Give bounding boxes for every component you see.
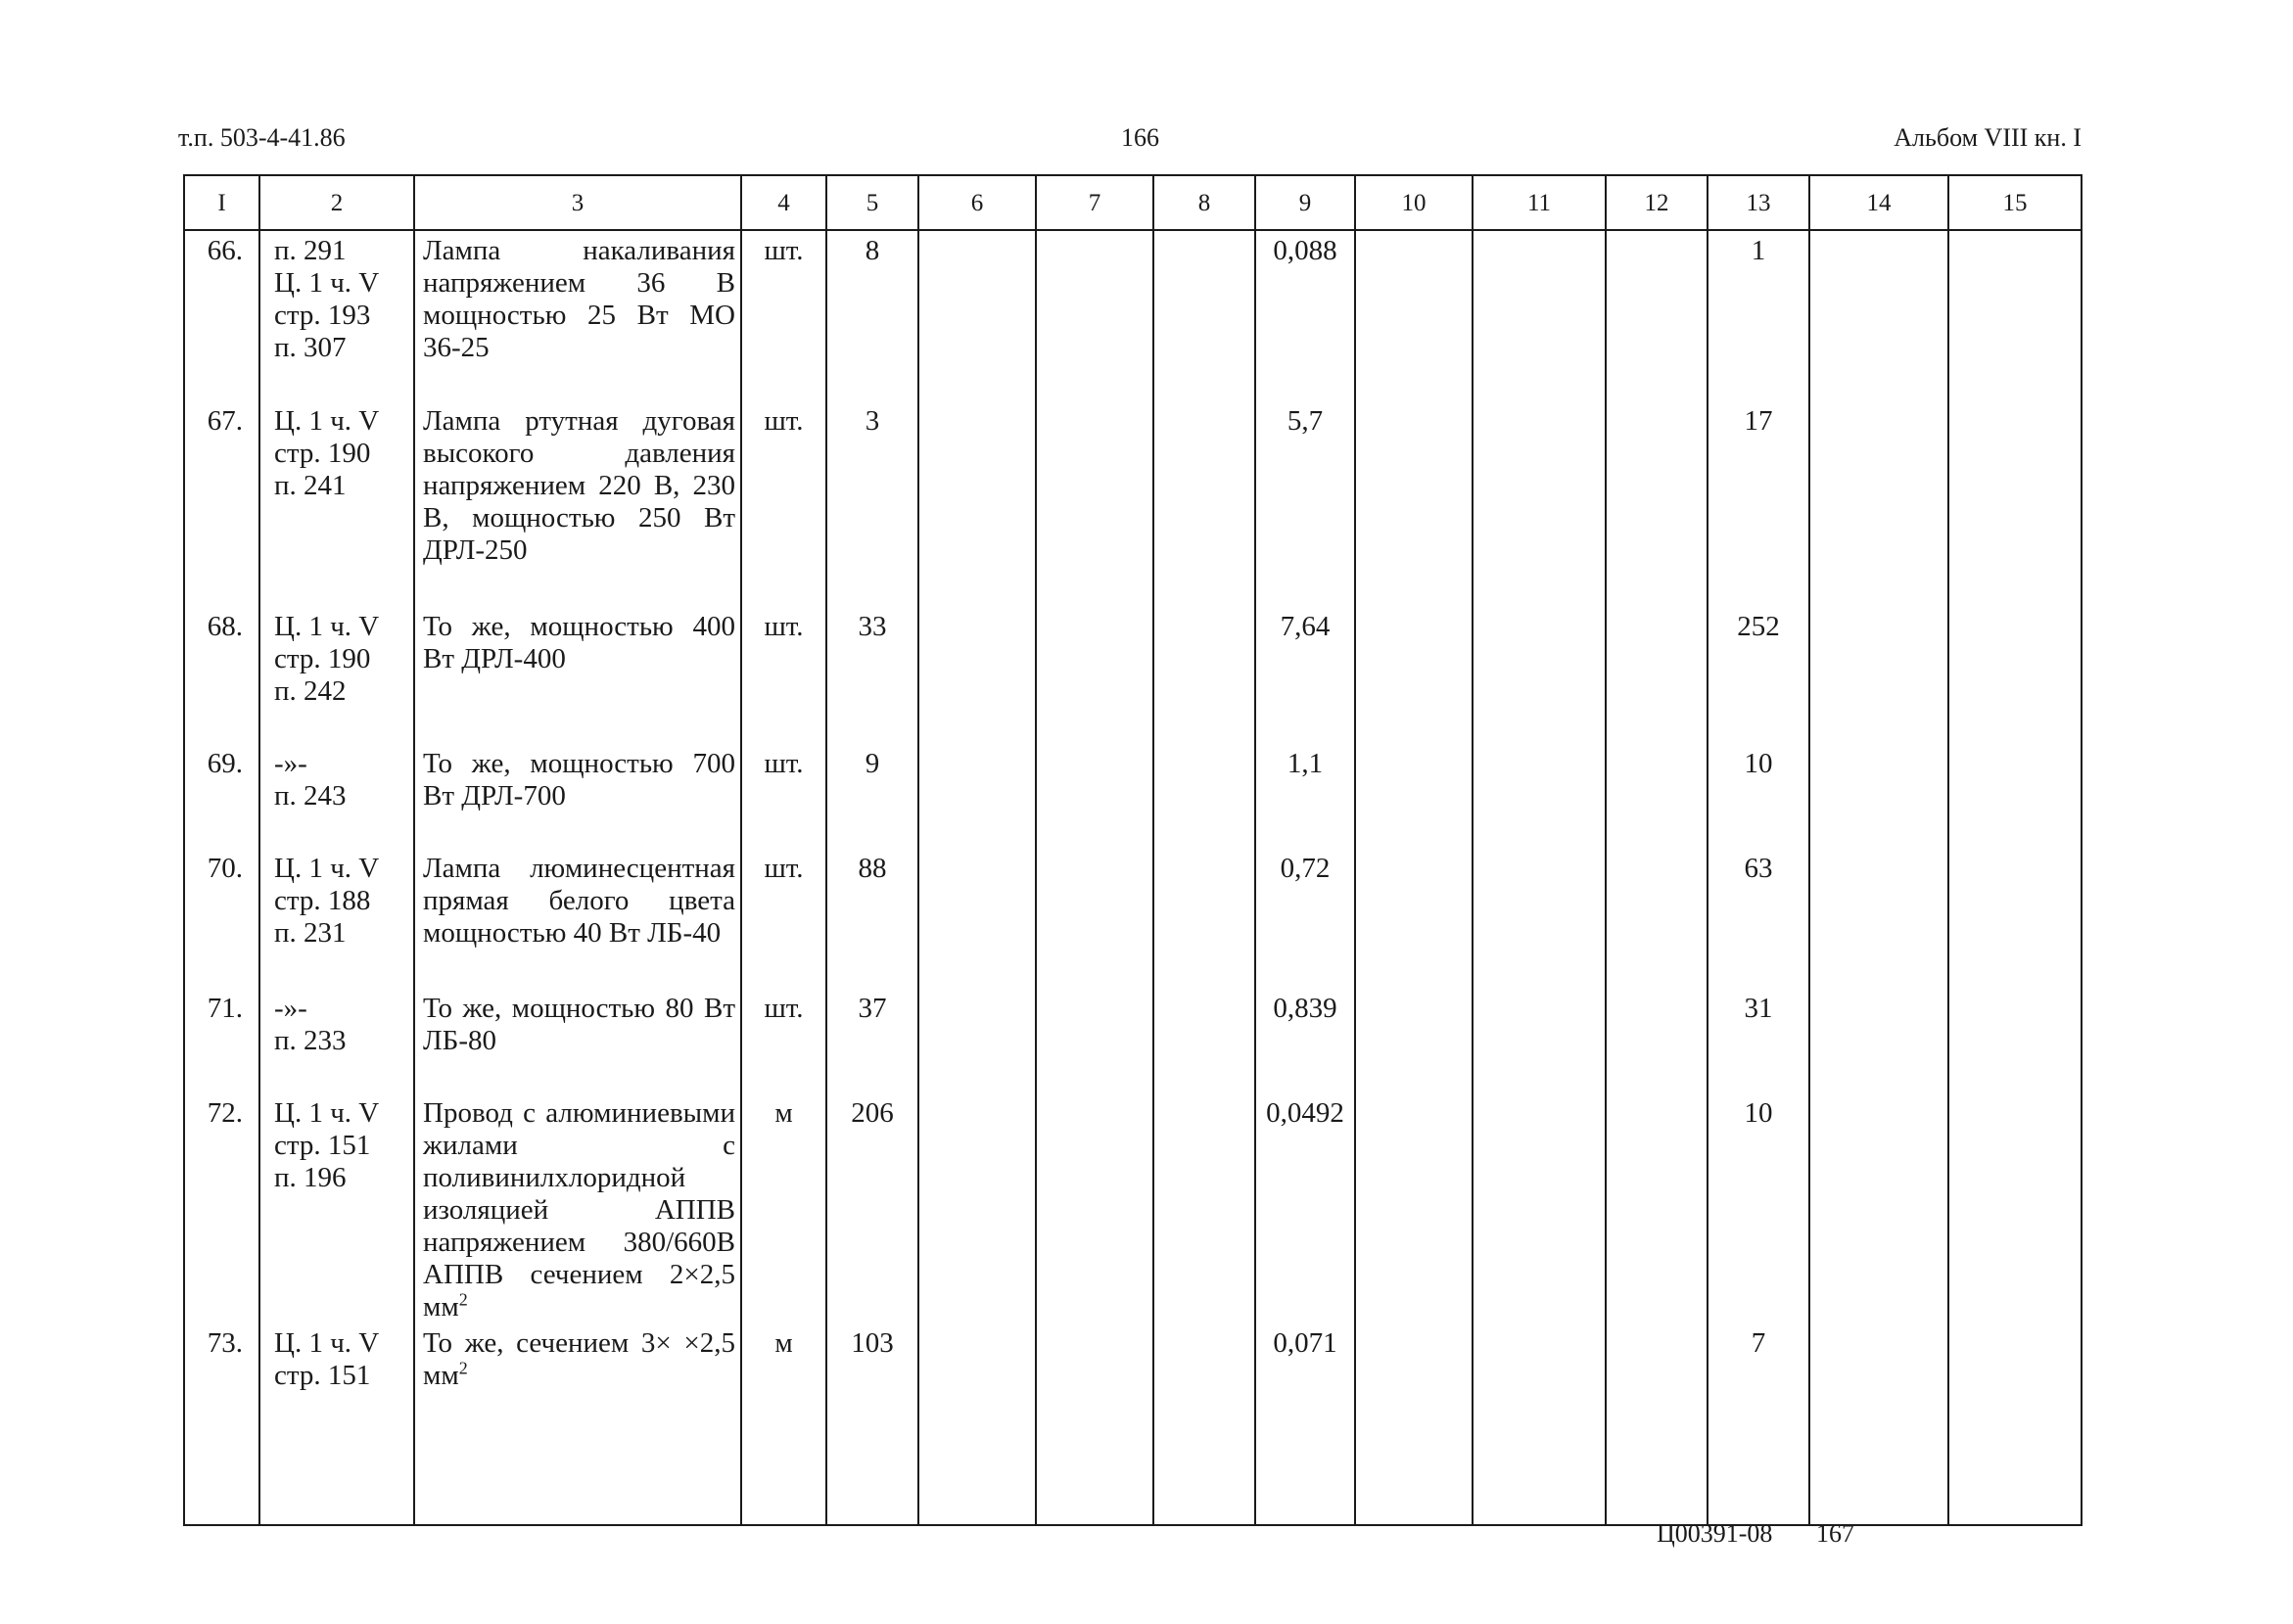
empty-cell [1036,1323,1153,1498]
unit-text: м [774,1327,793,1359]
table-row [184,230,2082,401]
column-header: 11 [1473,175,1606,230]
unit [741,230,826,401]
empty-cell [1355,1093,1473,1323]
row-number-text: 69. [207,748,243,779]
column-header: I [184,175,259,230]
price-reference-line: п. 243 [274,780,347,812]
price-reference-line: п. 291 [274,235,347,266]
quantity [826,1093,918,1323]
empty-cell [918,401,1036,607]
empty-cell [1036,230,1153,401]
specification-table [183,174,2082,1526]
price-reference-line: п. 241 [274,470,347,501]
col-9-value-text: 0,088 [1273,235,1337,266]
price-reference-line: Ц. 1 ч. V [274,1327,380,1359]
row-number [184,401,259,607]
row-number-text: 70. [207,853,243,884]
empty-cell [1809,744,1948,849]
empty-cell [1355,401,1473,607]
price-reference [259,744,414,849]
empty-cell [1473,230,1606,401]
col-13-value [1708,744,1809,849]
quantity-text: 88 [858,853,887,884]
unit-text: м [774,1097,793,1129]
empty-cell [918,1093,1036,1323]
col-13-value [1708,401,1809,607]
footer-page-number: 167 [1816,1519,1854,1548]
empty-cell [1153,989,1255,1093]
quantity [826,401,918,607]
col-9-value-text: 0,071 [1273,1327,1337,1359]
item-name [414,849,741,989]
column-header: 12 [1606,175,1708,230]
empty-cell [1036,989,1153,1093]
empty-cell [1473,989,1606,1093]
empty-cell [1355,607,1473,744]
price-reference-line: -»- [274,993,307,1024]
item-name [414,230,741,401]
column-header: 7 [1036,175,1153,230]
column-header: 5 [826,175,918,230]
unit-superscript: 2 [458,1358,468,1378]
col-13-value-text: 1 [1751,235,1766,266]
price-reference-line: Ц. 1 ч. V [274,1097,380,1129]
page-number: 166 [1121,123,1159,152]
empty-cell [1153,1498,1255,1525]
col-13-value [1708,989,1809,1093]
quantity-text: 33 [858,611,887,642]
table-row [184,1323,2082,1498]
quantity-text: 3 [865,405,880,437]
footer-code: Ц00391-08 [1657,1519,1773,1548]
empty-cell [1606,744,1708,849]
unit [741,744,826,849]
quantity [826,849,918,989]
empty-cell [826,1498,918,1525]
quantity-text: 9 [865,748,880,779]
col-13-value-text: 31 [1744,993,1773,1024]
empty-cell [1153,1093,1255,1323]
empty-cell [1809,230,1948,401]
col-9-value-text: 0,0492 [1266,1097,1344,1129]
empty-cell [1473,1323,1606,1498]
empty-cell [918,1498,1036,1525]
row-number-text: 66. [207,235,243,266]
price-reference-line: стр. 190 [274,438,371,469]
unit [741,849,826,989]
row-number [184,744,259,849]
col-9-value [1255,1323,1355,1498]
unit-text: шт. [764,405,804,437]
empty-cell [1948,401,2082,607]
price-reference-line: стр. 190 [274,643,371,674]
table-row [184,744,2082,849]
empty-cell [1473,1498,1606,1525]
empty-cell [1809,607,1948,744]
col-13-value-text: 17 [1744,405,1773,437]
col-9-value [1255,1093,1355,1323]
price-reference-line: п. 307 [274,332,347,363]
empty-cell [1606,607,1708,744]
col-9-value-text: 5,7 [1287,405,1324,437]
item-name [414,607,741,744]
empty-cell [1948,607,2082,744]
unit-text: шт. [764,748,804,779]
quantity-text: 103 [851,1327,894,1359]
row-number-text: 68. [207,611,243,642]
empty-cell [918,1323,1036,1498]
item-name [414,1323,741,1498]
empty-cell [259,1498,414,1525]
empty-cell [1255,1498,1355,1525]
empty-cell [1809,1323,1948,1498]
empty-cell [1948,744,2082,849]
empty-cell [1355,1498,1473,1525]
empty-cell [918,744,1036,849]
empty-cell [1948,989,2082,1093]
empty-cell [1473,849,1606,989]
column-header: 3 [414,175,741,230]
column-header: 2 [259,175,414,230]
empty-cell [918,849,1036,989]
empty-cell [1606,989,1708,1093]
price-reference-line: п. 231 [274,917,347,949]
unit-text: шт. [764,611,804,642]
col-13-value [1708,607,1809,744]
col-13-value-text: 252 [1737,611,1780,642]
empty-cell [1948,1498,2082,1525]
unit-superscript: 2 [458,1289,468,1310]
col-9-value-text: 1,1 [1287,748,1324,779]
empty-cell [1606,401,1708,607]
column-header: 6 [918,175,1036,230]
price-reference-line: Ц. 1 ч. V [274,611,380,642]
col-13-value [1708,849,1809,989]
column-header: 15 [1948,175,2082,230]
row-number-text: 73. [207,1327,243,1359]
empty-cell [1606,1093,1708,1323]
empty-cell [1473,744,1606,849]
col-13-value-text: 10 [1744,748,1773,779]
col-9-value [1255,230,1355,401]
unit [741,607,826,744]
empty-cell [1153,230,1255,401]
document-code: т.п. 503-4-41.86 [178,123,346,152]
quantity [826,744,918,849]
item-name [414,744,741,849]
empty-cell [918,989,1036,1093]
price-reference [259,1323,414,1498]
item-name-text: Лампа накаливания напряжением 36 В мощностью 25 Вт МО 36-25 [423,235,735,363]
empty-cell [1473,401,1606,607]
quantity-text: 8 [865,235,880,266]
unit [741,1323,826,1498]
item-name-text: Провод с алюминиевыми жилами с поливинилхлоридной изоляцией АППВ напряжением 380/660В АППВ сечением 2×2,5 мм [423,1097,735,1322]
empty-cell [1355,849,1473,989]
row-number [184,1323,259,1498]
row-number [184,1093,259,1323]
empty-cell [1948,849,2082,989]
item-name-text: То же, мощностью 80 Вт ЛБ-80 [423,993,735,1056]
item-name [414,401,741,607]
item-name-text: То же, мощностью 400 Вт ДРЛ-400 [423,611,735,674]
col-9-value [1255,989,1355,1093]
empty-cell [1809,401,1948,607]
quantity [826,1323,918,1498]
table-row [184,989,2082,1093]
empty-cell [1473,607,1606,744]
item-name [414,989,741,1093]
price-reference-line: стр. 151 [274,1130,371,1161]
quantity [826,230,918,401]
col-13-value [1708,1093,1809,1323]
price-reference [259,989,414,1093]
price-reference-line: п. 242 [274,675,347,707]
price-reference [259,849,414,989]
unit-text: шт. [764,853,804,884]
col-9-value-text: 0,72 [1280,853,1331,884]
column-header: 8 [1153,175,1255,230]
item-name-text: То же, мощностью 700 Вт ДРЛ-700 [423,748,735,812]
price-reference-line: стр. 151 [274,1360,371,1391]
row-number [184,849,259,989]
row-number-text: 72. [207,1097,243,1129]
blank-row [184,1498,2082,1525]
unit-text: шт. [764,235,804,266]
col-9-value-text: 0,839 [1273,993,1337,1024]
row-number [184,989,259,1093]
empty-cell [1948,1323,2082,1498]
empty-cell [1153,1323,1255,1498]
price-reference-line: Ц. 1 ч. V [274,405,380,437]
empty-cell [1036,401,1153,607]
empty-cell [1355,1323,1473,1498]
quantity [826,607,918,744]
quantity [826,989,918,1093]
empty-cell [1036,744,1153,849]
empty-cell [1036,607,1153,744]
empty-cell [1948,230,2082,401]
col-13-value [1708,230,1809,401]
col-13-value [1708,1323,1809,1498]
table-row [184,1093,2082,1323]
unit [741,401,826,607]
table-row [184,607,2082,744]
column-header: 9 [1255,175,1355,230]
quantity-text: 37 [858,993,887,1024]
price-reference-line: стр. 193 [274,300,371,331]
col-13-value-text: 10 [1744,1097,1773,1129]
empty-cell [1153,401,1255,607]
col-9-value [1255,607,1355,744]
price-reference-line: Ц. 1 ч. V [274,853,380,884]
price-reference-line: -»- [274,748,307,779]
empty-cell [1153,744,1255,849]
column-header: 4 [741,175,826,230]
empty-cell [1355,744,1473,849]
empty-cell [1355,230,1473,401]
table-row [184,849,2082,989]
price-reference [259,230,414,401]
price-reference [259,607,414,744]
row-number-text: 67. [207,405,243,437]
empty-cell [1036,849,1153,989]
empty-cell [1153,607,1255,744]
album-label: Альбом VIII кн. I [1894,123,2082,152]
col-13-value-text: 7 [1751,1327,1766,1359]
item-name [414,1093,741,1323]
empty-cell [918,607,1036,744]
unit [741,1093,826,1323]
row-number [184,230,259,401]
empty-cell [1036,1093,1153,1323]
col-9-value-text: 7,64 [1280,611,1331,642]
empty-cell [414,1498,741,1525]
empty-cell [1809,849,1948,989]
empty-cell [1809,1093,1948,1323]
row-number-text: 71. [207,993,243,1024]
price-reference [259,1093,414,1323]
price-reference-line: п. 196 [274,1162,347,1193]
empty-cell [1606,230,1708,401]
col-9-value [1255,744,1355,849]
item-name-text: Лампа ртутная дуговая высокого давления напряжением 220 В, 230 В, мощностью 250 Вт ДРЛ-250 [423,405,735,566]
empty-cell [918,230,1036,401]
unit [741,989,826,1093]
item-name-text: То же, сечением 3× ×2,5 мм [423,1327,735,1391]
empty-cell [184,1498,259,1525]
empty-cell [1355,989,1473,1093]
quantity-text: 206 [851,1097,894,1129]
col-9-value [1255,849,1355,989]
column-header: 10 [1355,175,1473,230]
column-header: 13 [1708,175,1809,230]
empty-cell [1153,849,1255,989]
empty-cell [1606,849,1708,989]
price-reference [259,401,414,607]
empty-cell [1606,1323,1708,1498]
empty-cell [1473,1093,1606,1323]
unit-text: шт. [764,993,804,1024]
column-header: 14 [1809,175,1948,230]
col-9-value [1255,401,1355,607]
empty-cell [1809,989,1948,1093]
item-name-text: Лампа люминесцентная прямая белого цвета мощностью 40 Вт ЛБ-40 [423,853,735,949]
column-header-row [184,175,2082,230]
price-reference-line: п. 233 [274,1025,347,1056]
table-row [184,401,2082,607]
empty-cell [1948,1093,2082,1323]
price-reference-line: Ц. 1 ч. V [274,267,380,299]
empty-cell [1036,1498,1153,1525]
empty-cell [741,1498,826,1525]
row-number [184,607,259,744]
col-13-value-text: 63 [1744,853,1773,884]
price-reference-line: стр. 188 [274,885,371,916]
